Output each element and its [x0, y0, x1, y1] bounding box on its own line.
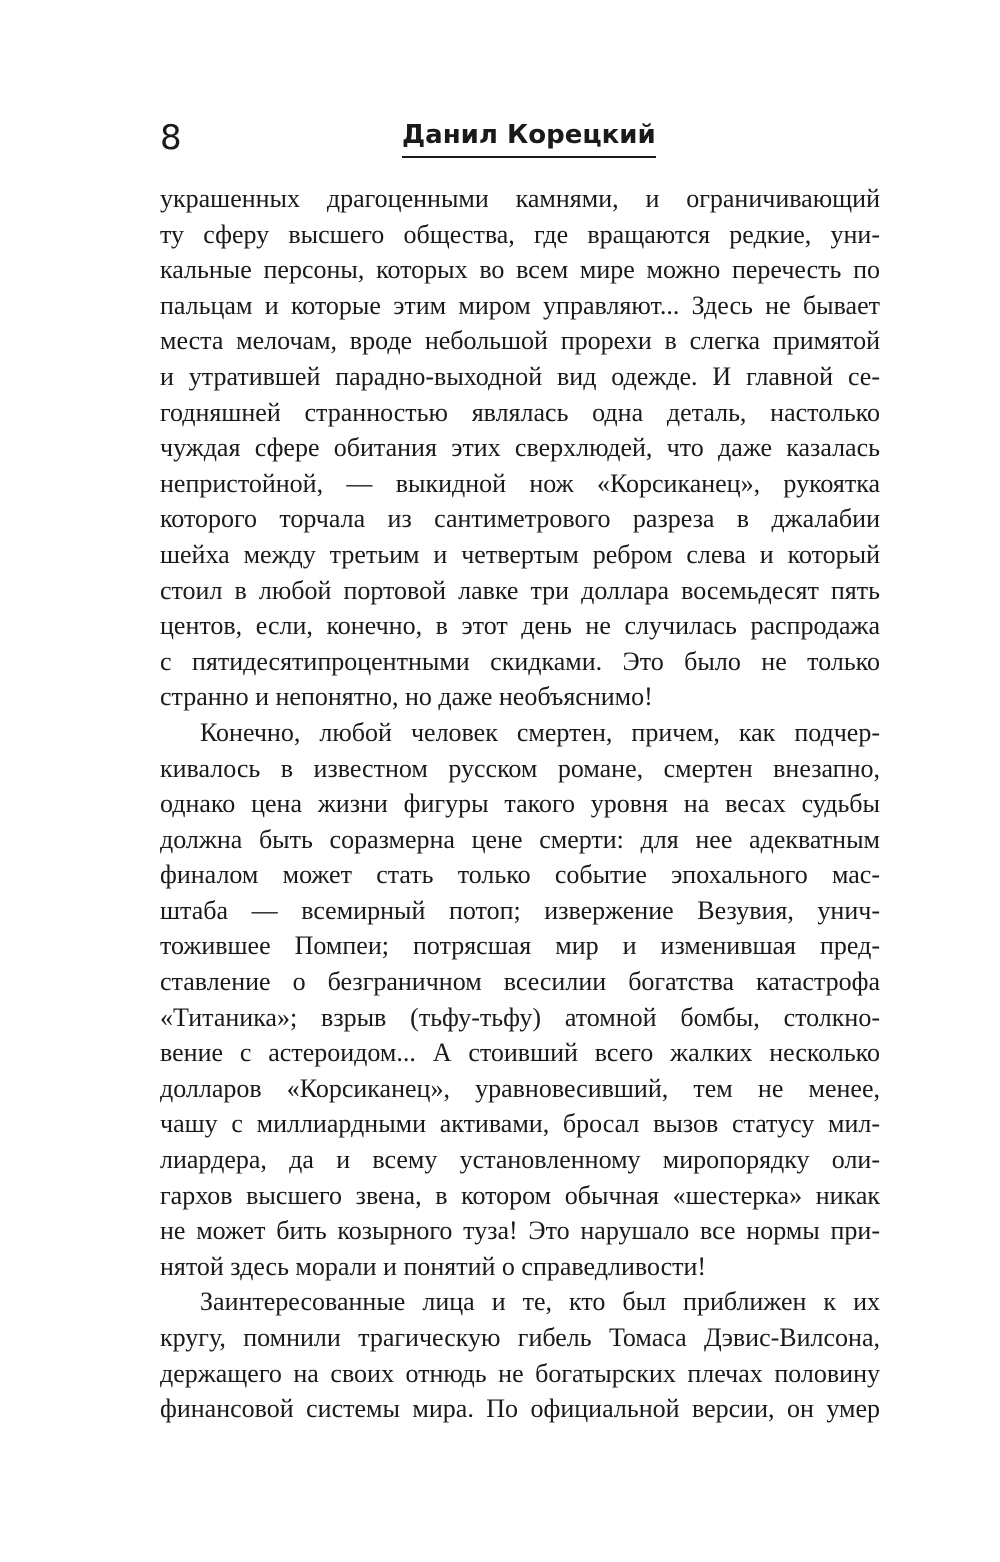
- text-line: ту сферу высшего общества, где вращаются редкие, уни-: [160, 219, 880, 249]
- text-line: и утратившей парадно-выходной вид одежде. И главной се-: [160, 361, 880, 391]
- text-line: странно и непонятно, но даже необъяснимо!: [160, 682, 653, 712]
- text-line: финалом может стать только событие эпохального мас-: [160, 860, 880, 890]
- text-line: кальные персоны, которых во всем мире можно перечесть по: [160, 255, 880, 285]
- text-line: лиардера, да и всему установленному миропорядку оли-: [160, 1145, 880, 1175]
- text-line: держащего на своих отнюдь не богатырских плечах половину: [160, 1358, 880, 1388]
- text-line: шейха между третьим и четвертым ребром слева и который: [160, 539, 880, 569]
- text-line: стоил в любой портовой лавке три доллара восемьдесят пять: [160, 575, 880, 605]
- text-line: центов, если, конечно, в этот день не случилась распродажа: [160, 611, 880, 641]
- text-line: которого торчала из сантиметрового разреза в джалабии: [160, 504, 880, 534]
- text-line: кругу, помнили трагическую гибель Томаса Дэвис-Вилсона,: [160, 1323, 880, 1352]
- text-line: тожившее Помпеи; потрясшая мир и изменившая пред-: [160, 931, 880, 961]
- text-line: «Титаника»; взрыв (тьфу-тьфу) атомной бомбы, столкно-: [160, 1002, 880, 1032]
- body-text: [160, 181, 880, 1427]
- text-line: годняшней странностью являлась одна деталь, настолько: [160, 397, 880, 427]
- text-line: вение с астероидом... А стоивший всего жалких несколько: [160, 1038, 880, 1068]
- text-line: непристойной, — выкидной нож «Корсиканец», рукоятка: [160, 468, 880, 498]
- text-line: кивалось в известном русском романе, смертен внезапно,: [160, 753, 880, 783]
- text-line: Заинтересованные лица и те, кто был приближен к их: [200, 1287, 880, 1317]
- text-line: однако цена жизни фигуры такого уровня на весах судьбы: [160, 789, 880, 819]
- page-number: 8: [160, 118, 182, 158]
- text-line: Конечно, любой человек смертен, причем, как подчер-: [200, 717, 880, 747]
- text-line: не может бить козырного туза! Это нарушало все нормы при-: [160, 1216, 880, 1246]
- text-line: финансовой системы мира. По официальной версии, он умер: [160, 1394, 880, 1424]
- text-line: украшенных драгоценными камнями, и ограничивающий: [160, 184, 880, 213]
- text-line: пальцам и которые этим миром управляют... Здесь не бывает: [160, 290, 880, 320]
- text-line: места мелочам, вроде небольшой прорехи в слегка примятой: [160, 326, 880, 356]
- text-line: долларов «Корсиканец», уравновесивший, тем не менее,: [160, 1073, 880, 1103]
- text-line: чуждая сфере обитания этих сверхлюдей, что даже казалась: [160, 433, 880, 463]
- text-line: чашу с миллиардными активами, бросал вызов статусу мил-: [160, 1109, 880, 1139]
- text-line: ставление о безграничном всесилии богатства катастрофа: [160, 967, 880, 997]
- text-line: нятой здесь морали и понятий о справедливости!: [160, 1251, 707, 1281]
- running-head-author: Данил Корецкий: [402, 118, 656, 158]
- text-line: с пятидесятипроцентными скидками. Это было не только: [160, 646, 880, 676]
- page-header: [160, 112, 880, 156]
- text-line: должна быть соразмерна цене смерти: для нее адекватным: [160, 824, 880, 854]
- text-line: гархов высшего звена, в котором обычная «шестерка» никак: [160, 1180, 880, 1210]
- text-line: штаба — всемирный потоп; извержение Везувия, унич-: [160, 895, 880, 925]
